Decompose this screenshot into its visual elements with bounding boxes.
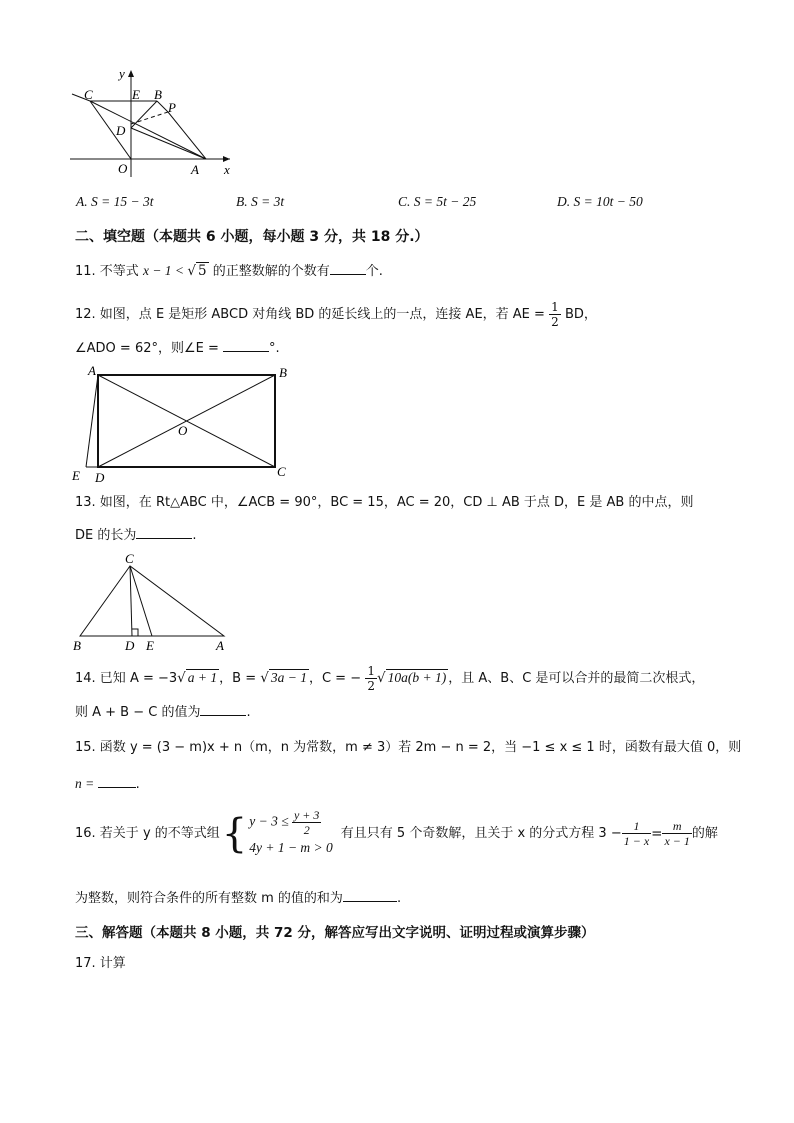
question-13-line-2 [75,526,197,545]
q16-fraction-2 [662,819,691,848]
q16-brace: { [221,810,248,857]
fig13-label-e: E [146,638,154,653]
q14-radicand-b: 3a − 1 [270,670,307,685]
q13-answer-blank[interactable] [136,526,192,539]
q11-radicand: 5 [198,263,207,279]
q14-answer-blank[interactable] [200,703,246,716]
q15-line2-pre: n = [75,776,98,791]
q16-line2-pre: 为整数，则符合条件的所有整数 m 的值的和为 [75,891,343,906]
fig10-label-e: E [132,87,140,102]
q16-sys1-pre: y − 3 ≤ [249,813,292,829]
q10-option-d: D. S = 10t − 50 [557,194,643,209]
fig10-label-p: P [168,100,176,115]
q11-ineq: x − 1 < [142,263,188,278]
fig10-label-y: y [119,66,125,81]
fig12-label-a: A [88,363,96,378]
fig13-label-d: D [125,638,135,653]
q16-post: 的解 [691,825,718,841]
q14-frac-den: 2 [367,679,376,693]
question-12-line-2 [75,339,280,358]
fig10-label-c: C [84,87,93,102]
q12-frac-den: 2 [551,315,559,329]
question-16-line-2 [75,889,401,908]
q11-post: 的正整数解的个数有 [208,264,330,279]
fig12-label-o: O [178,423,188,438]
q16-f2-num: m [662,819,691,834]
q16-mid: 有且只有 5 个奇数解，且关于 x 的分式方程 3 − [340,825,622,841]
q12-answer-blank[interactable] [223,339,269,352]
fig13-label-c: C [125,551,134,566]
q10-coordinate-figure [60,62,240,182]
q16-sys1-den: 2 [303,823,310,837]
fig12-label-d: D [95,470,105,485]
q16-f2-den: x − 1 [664,834,690,848]
q11-pre: 11. 不等式 [75,264,143,279]
q12-line2-post: °. [269,341,280,356]
fig10-label-b: B [154,87,162,102]
q14-fraction [365,664,377,693]
q12-line1-pre: 12. 如图，点 E 是矩形 ABCD 对角线 BD 的延长线上的一点，连接 AE，若 AE = [75,307,550,322]
fig13-label-a: A [216,638,224,653]
fig10-label-o: O [118,161,128,176]
q16-f1-den: 1 − x [623,834,650,848]
q11-answer-blank[interactable] [330,262,366,275]
q12-line2-pre: ∠ADO = 62°，则∠E = [75,341,224,356]
question-16-line-1 [75,808,718,859]
q15-answer-blank[interactable] [98,775,136,788]
q13-line2-post: . [192,528,197,543]
q10-option-b: B. S = 3t [236,194,285,209]
q14-line2-pre: 则 A + B − C 的值为 [75,705,201,720]
q12-fraction [549,300,561,329]
question-11: 11. 不等式 x − 1 < √ 5 的正整数解的个数有 个. [75,263,383,279]
fig10-label-a: A [191,162,199,177]
fig12-label-b: B [279,365,287,380]
q13-line2-pre: DE 的长为 [75,528,137,543]
q11-end: 个. [365,264,383,279]
q16-sys1-fraction [292,808,321,837]
q16-sys1-num: y + 3 [293,808,320,822]
q16-sys2: 4y + 1 − m > 0 [249,840,333,855]
section-3-heading: 三、解答题（本题共 8 小题，共 72 分，解答应写出文字说明、证明过程或演算步骤） [75,925,595,941]
section-2-heading: 二、填空题（本题共 6 小题，每小题 3 分，共 18 分.） [75,229,429,245]
question-13-line-1: 13. 如图，在 Rt△ABC 中，∠ACB = 90°，BC = 15，AC = 20，CD ⊥ AB 于点 D，E 是 AB 的中点，则 [75,495,694,510]
q16-eq: = [651,825,663,842]
q14-mid1: ，B = [219,671,261,686]
q14-mid2: ，C = − [308,671,362,686]
fig10-label-d: D [116,123,126,138]
q14-pre: 14. 已知 A = −3 [75,671,178,686]
q10-option-a: A. S = 15 − 3t [76,194,154,209]
q16-pre: 16. 若关于 y 的不等式组 [75,825,220,841]
question-17: 17. 计算 [75,956,126,971]
q13-triangle-figure [66,548,246,656]
question-15-line-1: 15. 函数 y = (3 − m)x + n（m，n 为常数，m ≠ 3）若 2m − n = 2，当 −1 ≤ x ≤ 1 时，函数有最大值 0，则 [75,740,742,755]
q16-line2-post: . [396,891,402,906]
question-14-line-2 [75,703,251,722]
q12-line1-post: BD， [565,307,597,322]
question-12-line-1 [75,300,597,329]
q12-rectangle-figure [66,362,306,487]
question-15-line-2 [75,775,140,794]
fig12-label-c: C [277,464,286,479]
q16-system [249,808,333,859]
q14-radicand-c: 10a(b + 1) [387,670,447,685]
q15-line2-post: . [135,777,140,792]
fig10-label-x: x [224,162,230,177]
q14-frac-num: 1 [367,664,376,678]
q10-option-c: C. S = 5t − 25 [398,194,477,209]
fig13-label-b: B [73,638,81,653]
q16-fraction-1 [622,819,651,848]
question-14-line-1: 14. 已知 A = −3√ a + 1 ，B = √ 3a − 1 ，C = − $\frac{1}{2}$ √ 10a(b + 1) ，且 A、B、C 是可以合并的最简二次根式， [75,664,705,693]
q12-frac-num: 1 [551,300,559,314]
q16-answer-blank[interactable] [343,889,397,902]
fig12-label-e: E [72,468,80,483]
q16-system-row-1 [249,808,333,837]
q14-line2-post: . [246,705,251,720]
q14-radicand-a: a + 1 [187,670,218,685]
q16-f1-num: 1 [622,819,651,834]
q14-post: ，且 A、B、C 是可以合并的最简二次根式， [448,671,705,686]
